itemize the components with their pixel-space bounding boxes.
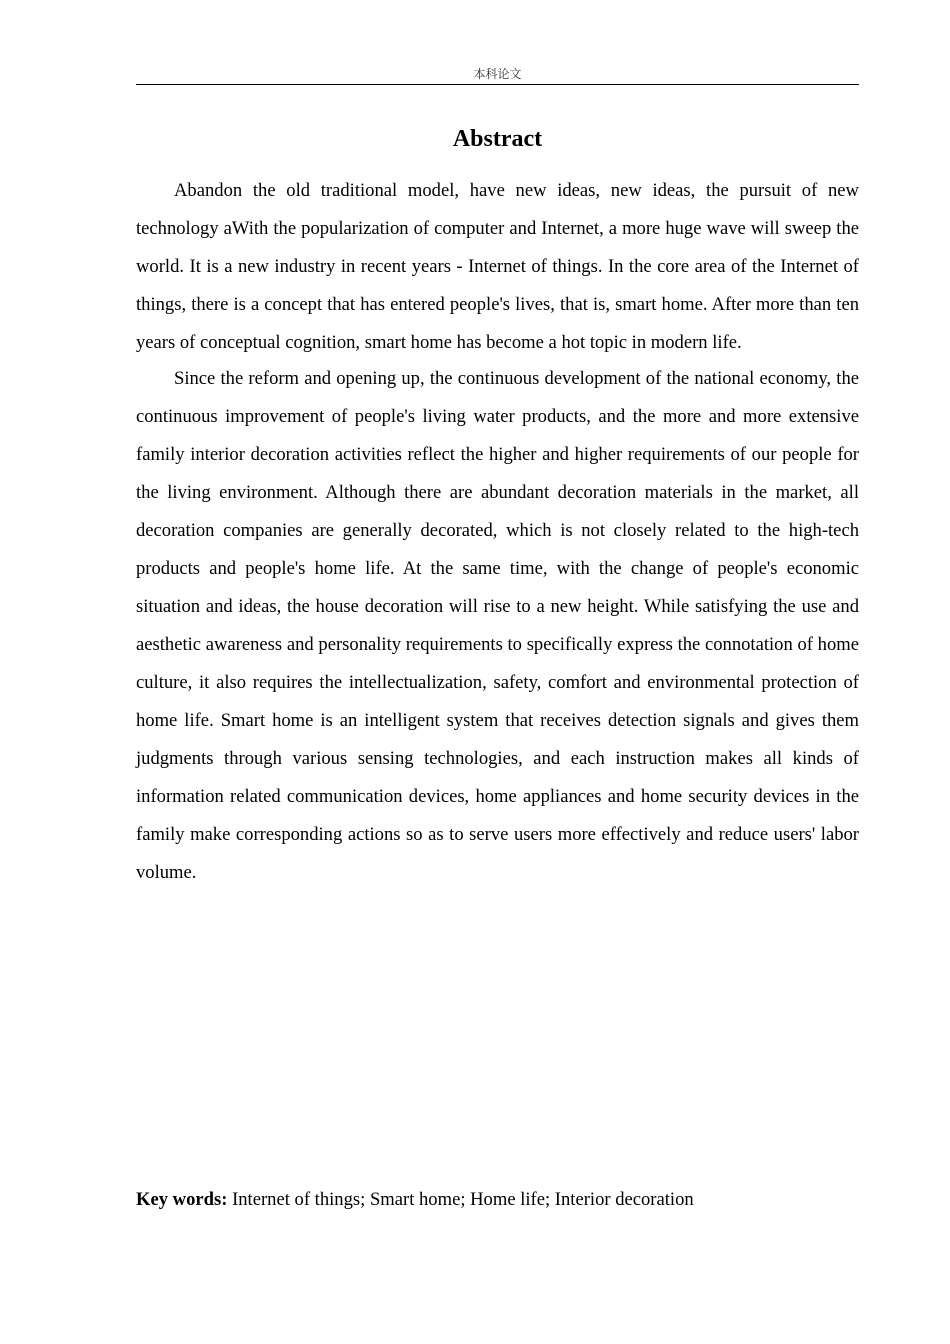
abstract-body (136, 172, 859, 892)
page-header (136, 64, 859, 85)
keywords-label: Key words: (136, 1189, 228, 1210)
page-title: Abstract (452, 126, 543, 152)
abstract-paragraph: Since the reform and opening up, the continuous development of the national economy, the continuous improvement of people's living water products, and the more and more extensive family interior decoration activities reflect the higher and higher requirements of our people for the living environment. Although there are abundant decoration materials in the market, all decoration companies are generally decorated, which is not closely related to the high-tech products and people's home life. At the same time, with the change of people's economic situation and ideas, the house decoration will rise to a new height. While satisfying the use and aesthetic awareness and personality requirements to specifically express the connotation of home culture, it also requires the intellectualization, safety, comfort and environmental protection of home life. Smart home is an intelligent system that receives detection signals and gives them judgments through various sensing technologies, and each instruction makes all kinds of information related communication devices, home appliances and home security devices in the family make corresponding actions so as to serve users more effectively and reduce users' labor volume. (136, 368, 859, 883)
abstract-paragraph: Abandon the old traditional model, have new ideas, new ideas, the pursuit of new technology aWith the popularization of computer and Internet, a more huge wave will sweep the world. It is a new industry in recent years - Internet of things. In the core area of the Internet of things, there is a concept that has entered people's lives, that is, smart home. After more than ten years of conceptual cognition, smart home has become a hot topic in modern life. (136, 180, 859, 353)
keywords-line (136, 1184, 859, 1216)
keywords-text: Internet of things; Smart home; Home life; Interior decoration (227, 1189, 694, 1210)
header-text: 本科论文 (473, 67, 522, 81)
